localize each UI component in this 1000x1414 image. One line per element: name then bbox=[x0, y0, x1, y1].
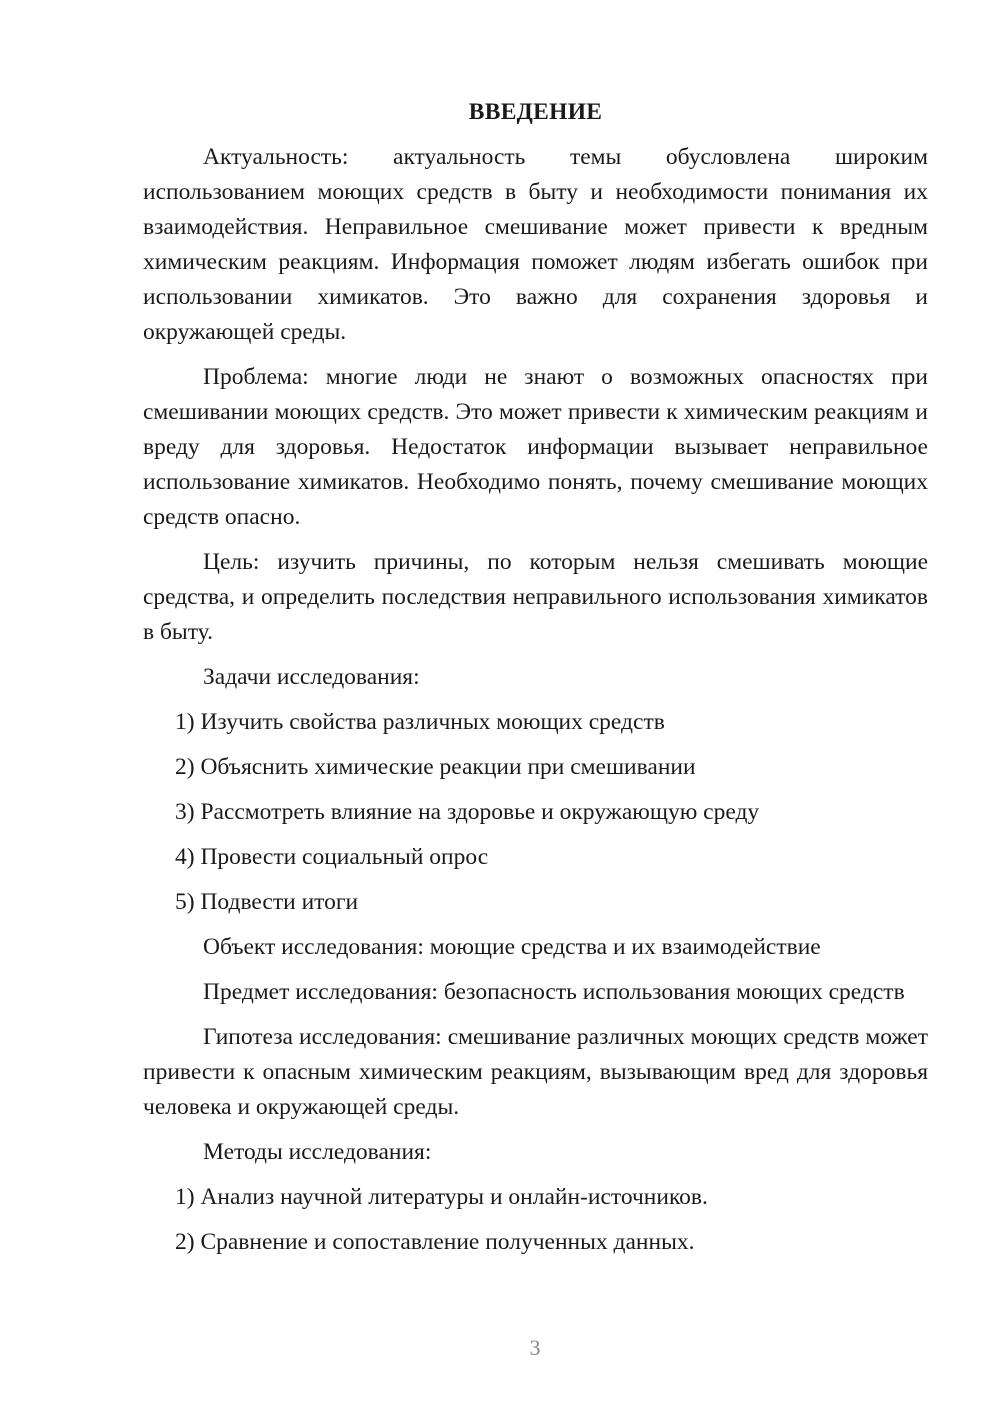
subject-paragraph: Предмет исследования: безопасность использования моющих средств bbox=[203, 979, 905, 1005]
task-item: 2) Объяснить химические реакции при смешивании bbox=[175, 754, 696, 780]
problem-paragraph: Проблема: многие люди не знают о возможных опасностях при смешивании моющих средств. Это может привести к химическим реакциям и вреду для здоровья. Недостаток информации вызывает неправильное использование химикатов. Необходимо понять, почему смешивание моющих средств опасно. bbox=[143, 364, 928, 530]
object-paragraph: Объект исследования: моющие средства и их взаимодействие bbox=[203, 934, 821, 960]
task-item: 3) Рассмотреть влияние на здоровье и окружающую среду bbox=[175, 799, 760, 825]
task-item: 4) Провести социальный опрос bbox=[175, 844, 489, 870]
hypothesis-paragraph: Гипотеза исследования: смешивание различных моющих средств может привести к опасным химическим реакциям, вызывающим вред для здоровья человека и окружающей среды. bbox=[143, 1024, 928, 1120]
page-content bbox=[143, 95, 928, 1270]
methods-heading: Методы исследования: bbox=[203, 1139, 432, 1165]
method-item: 2) Сравнение и сопоставление полученных данных. bbox=[175, 1229, 695, 1255]
tasks-heading: Задачи исследования: bbox=[203, 664, 420, 690]
relevance-paragraph: Актуальность: актуальность темы обусловлена широким использованием моющих средств в быту и необходимости понимания их взаимодействия. Неправильное смешивание может привести к вредным химическим реакциям. Информация поможет людям избегать ошибок при использовании химикатов. Это важно для сохранения здоровья и окружающей среды. bbox=[143, 144, 928, 345]
task-item: 5) Подвести итоги bbox=[175, 889, 359, 915]
section-title: ВВЕДЕНИЕ bbox=[468, 99, 603, 125]
task-item: 1) Изучить свойства различных моющих средств bbox=[175, 709, 665, 735]
method-item: 1) Анализ научной литературы и онлайн-источников. bbox=[175, 1184, 708, 1210]
goal-paragraph: Цель: изучить причины, по которым нельзя смешивать моющие средства, и определить последствия неправильного использования химикатов в быту. bbox=[143, 549, 928, 645]
page-number: 3 bbox=[529, 1335, 541, 1360]
